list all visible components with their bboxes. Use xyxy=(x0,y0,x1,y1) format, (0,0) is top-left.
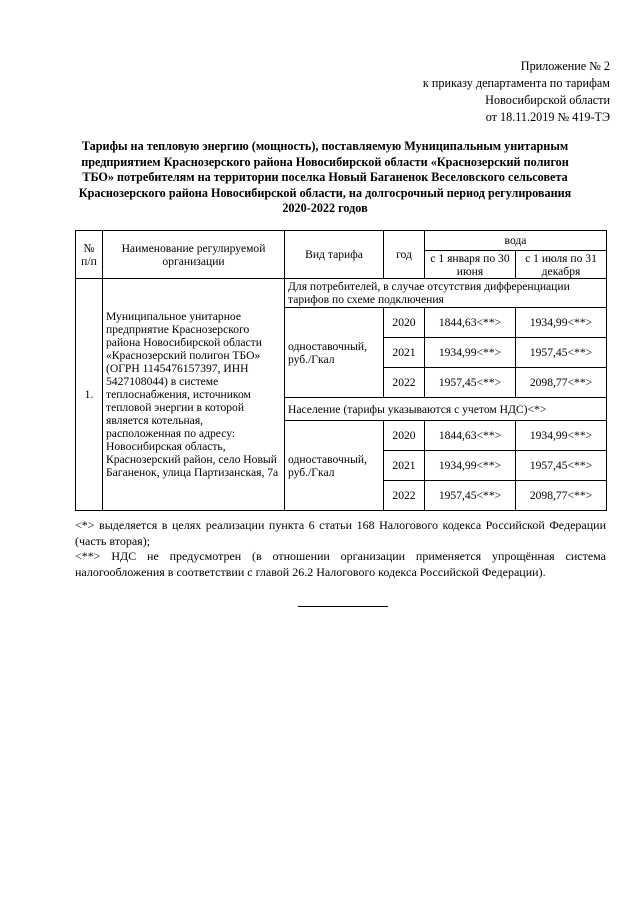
year-cell: 2021 xyxy=(384,451,425,481)
appendix-header xyxy=(423,58,610,126)
tariff-value: 1957,45<**> xyxy=(425,368,516,398)
tariff-type: одноставочный, руб./Гкал xyxy=(285,308,384,398)
org-description: Муниципальное унитарное предприятие Краснозерского района Новосибирской области «Краснозерский полигон ТБО» (ОГРН 1145476157397, ИНН 5427108044) в системе теплоснабжения, источником тепловой энергии в которой является котельная, расположенная по адресу: Новосибирская область, Краснозерский район, село Новый Баганенок, улица Партизанская, 7а xyxy=(103,279,285,511)
year-cell: 2021 xyxy=(384,338,425,368)
year-cell: 2020 xyxy=(384,421,425,451)
tariff-value: 1957,45<**> xyxy=(516,451,607,481)
header-water: вода xyxy=(425,231,607,251)
year-cell: 2022 xyxy=(384,481,425,511)
header-type: Вид тарифа xyxy=(285,231,384,279)
tariff-type: одноставочный, руб./Гкал xyxy=(285,421,384,511)
separator-line xyxy=(298,606,388,607)
row-number: 1. xyxy=(76,279,103,511)
tariff-table xyxy=(75,230,607,511)
tariff-value: 1957,45<**> xyxy=(516,338,607,368)
appendix-line-3: Новосибирской области xyxy=(485,93,610,107)
footnotes xyxy=(75,518,606,580)
tariff-value: 1934,99<**> xyxy=(425,451,516,481)
tariff-value: 1844,63<**> xyxy=(425,308,516,338)
footnote-1: <*> выделяется в целях реализации пункта 6 статьи 168 Налогового кодекса Российской Федерации (часть вторая); xyxy=(75,518,606,548)
tariff-value: 1934,99<**> xyxy=(425,338,516,368)
header-year: год xyxy=(384,231,425,279)
tariff-value: 1934,99<**> xyxy=(516,308,607,338)
tariff-value: 1957,45<**> xyxy=(425,481,516,511)
section-heading: Для потребителей, в случае отсутствия дифференциации тарифов по схеме подключения xyxy=(285,279,607,308)
tariff-value: 1844,63<**> xyxy=(425,421,516,451)
document-title: Тарифы на тепловую энергию (мощность), поставляемую Муниципальным унитарным предприятием Краснозерского района Новосибирской области «Краснозерский полигон ТБО» потребителям на территории поселка Новый Баганенок Веселовского сельсовета Краснозерского района Новосибирской области, на долгосрочный период регулирования 2020-2022 годов xyxy=(78,139,572,216)
tariff-value: 2098,77<**> xyxy=(516,368,607,398)
header-num: № п/п xyxy=(76,231,103,279)
appendix-line-1: Приложение № 2 xyxy=(520,59,610,73)
tariff-value: 1934,99<**> xyxy=(516,421,607,451)
appendix-line-4: от 18.11.2019 № 419-ТЭ xyxy=(485,110,610,124)
footnote-2: <**> НДС не предусмотрен (в отношении организации применяется упрощённая система налогообложения в соответствии с главой 26.2 Налогового кодекса Российской Федерации). xyxy=(75,549,606,579)
year-cell: 2020 xyxy=(384,308,425,338)
section-heading: Население (тарифы указываются с учетом НДС)<*> xyxy=(285,398,607,421)
header-period-2: с 1 июля по 31 декабря xyxy=(516,251,607,279)
header-org: Наименование регулируемой организации xyxy=(103,231,285,279)
appendix-line-2: к приказу департамента по тарифам xyxy=(422,76,610,90)
header-period-1: с 1 января по 30 июня xyxy=(425,251,516,279)
tariff-value: 2098,77<**> xyxy=(516,481,607,511)
year-cell: 2022 xyxy=(384,368,425,398)
